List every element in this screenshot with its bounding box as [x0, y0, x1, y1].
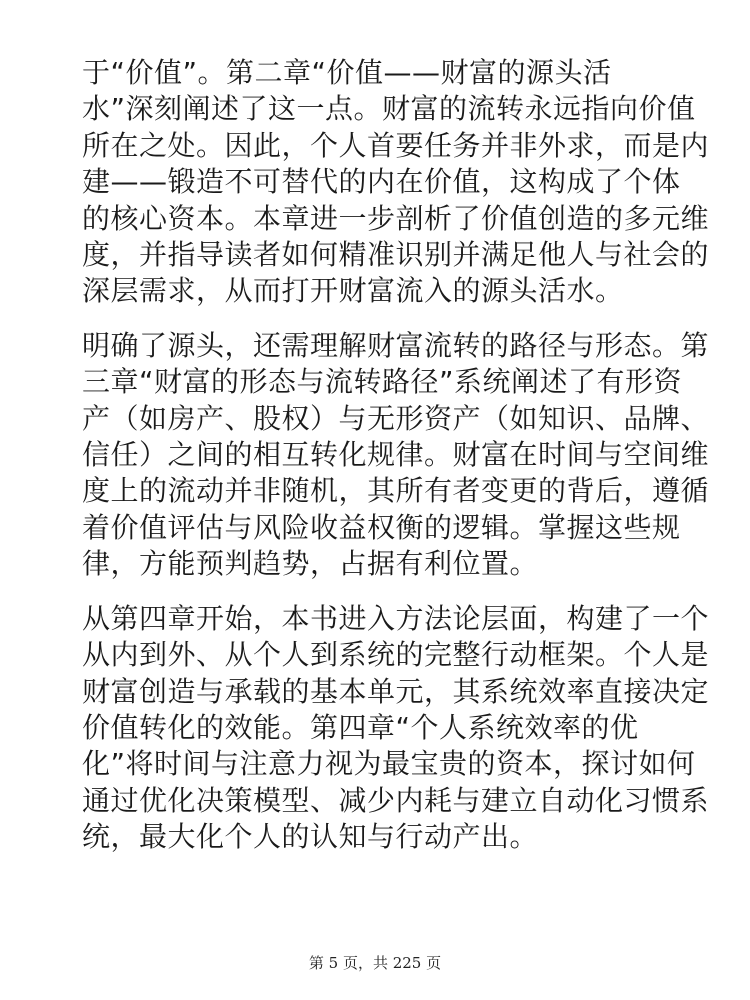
paragraph-3	[82, 601, 710, 856]
text-line: 度上的流动并非随机，其所有者变更的背后，遵循	[82, 474, 710, 508]
text-line: 建——锻造不可替代的内在价值，这构成了个体	[82, 165, 681, 199]
text-line: 信任）之间的相互转化规律。财富在时间与空间维	[82, 438, 710, 472]
text-line: 从内到外、从个人到系统的完整行动框架。个人是	[82, 638, 710, 672]
text-line: 深层需求，从而打开财富流入的源头活水。	[82, 274, 624, 308]
text-line: 从第四章开始，本书进入方法论层面，构建了一个	[82, 601, 710, 635]
text-line: 三章“财富的形态与流转路径”系统阐述了有形资	[82, 365, 683, 399]
text-line: 度，并指导读者如何精准识别并满足他人与社会的	[82, 238, 710, 272]
text-line: 明确了源头，还需理解财富流转的路径与形态。第	[82, 328, 710, 362]
page-number-footer: 第 5 页，共 225 页	[308, 954, 442, 972]
text-line: 律，方能预判趋势，占据有利位置。	[82, 547, 539, 581]
text-line: 价值转化的效能。第四章“个人系统效率的优	[82, 710, 639, 744]
text-line: 通过优化决策模型、减少内耗与建立自动化习惯系	[82, 783, 710, 817]
text-line: 产（如房产、股权）与无形资产（如知识、品牌、	[82, 401, 710, 435]
text-line: 所在之处。因此，个人首要任务并非外求，而是内	[82, 128, 710, 162]
paragraph-1	[82, 55, 710, 310]
text-line: 化”将时间与注意力视为最宝贵的资本，探讨如何	[82, 747, 696, 781]
text-line: 财富创造与承载的基本单元，其系统效率直接决定	[82, 674, 710, 708]
text-line: 于“价值”。第二章“价值——财富的源头活	[82, 56, 612, 89]
text-line: 统，最大化个人的认知与行动产出。	[82, 820, 539, 854]
paragraph-2	[82, 328, 710, 583]
text-line: 的核心资本。本章进一步剖析了价值创造的多元维	[82, 201, 710, 235]
text-line: 着价值评估与风险收益权衡的逻辑。掌握这些规	[82, 510, 681, 544]
body-text	[82, 55, 710, 874]
text-line: 水”深刻阐述了这一点。财富的流转永远指向价值	[82, 92, 696, 126]
